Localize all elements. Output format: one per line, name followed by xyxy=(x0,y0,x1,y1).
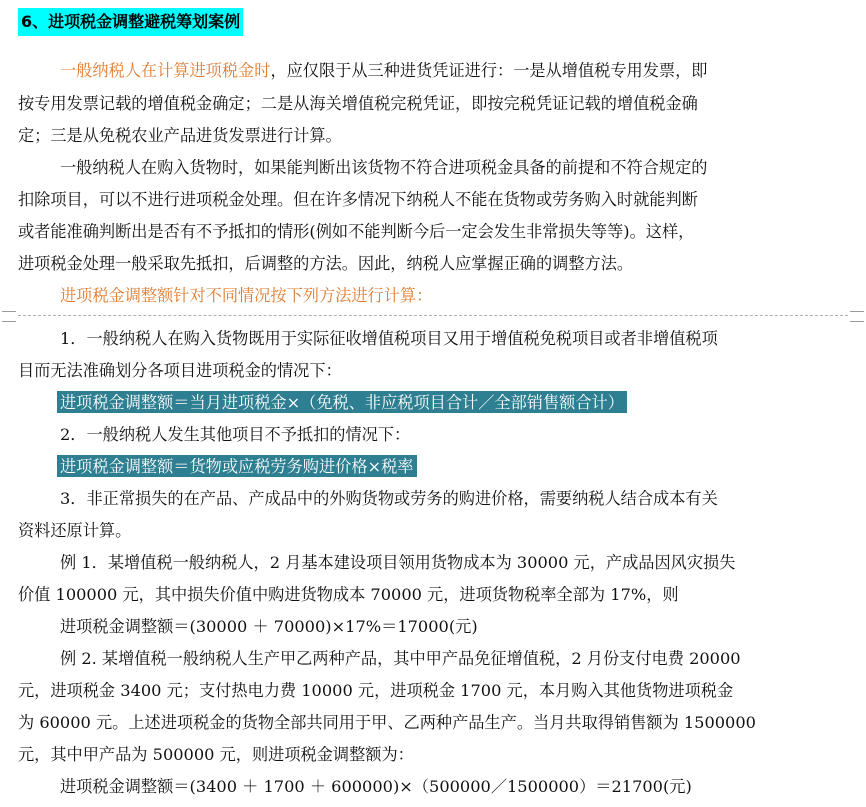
paragraph-line xyxy=(60,329,718,349)
paragraph-line xyxy=(18,361,342,381)
formula-line xyxy=(57,393,627,413)
paragraph-line xyxy=(18,94,698,114)
paragraph-line xyxy=(60,649,741,669)
highlighted-formula: 进项税金调整额＝货物或应税劳务购进价格×税率 xyxy=(57,455,417,477)
line-text: 进项税金处理一般采取先抵扣，后调整的方法。因此，纳税人应掌握正确的调整方法。 xyxy=(18,254,634,273)
line-text: 2．一般纳税人发生其他项目不予抵扣的情况下： xyxy=(60,425,411,444)
line-text: 元，进项税金 3400 元；支付热电力费 10000 元，进项税金 1700 元，本月购入其他货物进项税金 xyxy=(18,681,734,700)
line-text: 例 2. 某增值税一般纳税人生产甲乙两种产品，其中甲产品免征增值税，2 月份支付电费 20000 xyxy=(60,649,741,668)
line-text: ，应仅限于从三种进货凭证进行：一是从增值税专用发票，即 xyxy=(270,61,708,80)
paragraph-line xyxy=(18,585,679,605)
paragraph-line xyxy=(18,713,756,733)
paragraph-line xyxy=(60,425,410,445)
line-text: 一般纳税人在购入货物时，如果能判断出该货物不符合进项税金具备的前提和不符合规定的 xyxy=(60,158,708,177)
line-text: 定；三是从免税农业产品进货发票进行计算。 xyxy=(18,126,342,145)
formula-line xyxy=(60,777,692,797)
line-text: 扣除项目，可以不进行进项税金处理。但在许多情况下纳税人不能在货物或劳务购入时就能判断 xyxy=(18,190,698,209)
paragraph-line xyxy=(18,745,414,765)
page-break-divider xyxy=(0,309,866,323)
line-text: 1．一般纳税人在购入货物既用于实际征收增值税项目又用于增值税免税项目或者非增值税项 xyxy=(60,329,718,348)
page-break-marker xyxy=(850,311,864,322)
line-text: 为 60000 元。上述进项税金的货物全部共同用于甲、乙两种产品生产。当月共取得销售额为 1500000 xyxy=(18,713,756,732)
line-text: 或者能准确判断出是否有不予抵扣的情形(例如不能判断今后一定会发生非常损失等等)。这样， xyxy=(18,222,695,241)
line-text: 按专用发票记载的增值税金确定；二是从海关增值税完税凭证，即按完税凭证记载的增值税金确 xyxy=(18,94,698,113)
paragraph-line xyxy=(60,286,432,306)
line-text: 进项税金调整额＝(3400 ＋ 1700 ＋ 600000)×（500000／1500000）＝21700(元) xyxy=(60,777,692,796)
paragraph-line xyxy=(18,681,733,701)
orange-text: 进项税金调整额针对不同情况按下列方法进行计算： xyxy=(60,286,433,305)
formula-line xyxy=(60,617,478,637)
line-text: 元，其中甲产品为 500000 元，则进项税金调整额为： xyxy=(18,745,414,764)
paragraph-line xyxy=(60,553,735,573)
section-heading: 6、进项税金调整避税筹划案例 xyxy=(18,8,243,36)
paragraph-line xyxy=(18,254,633,274)
highlighted-formula: 进项税金调整额＝当月进项税金×（免税、非应税项目合计／全部销售额合计） xyxy=(57,391,627,413)
paragraph-line xyxy=(60,489,718,509)
line-text: 价值 100000 元，其中损失价值中购进货物成本 70000 元，进项货物税率全部为 17%，则 xyxy=(18,585,679,604)
line-text: 目而无法准确划分各项目进项税金的情况下： xyxy=(18,361,342,380)
page-break-marker xyxy=(2,311,16,322)
line-text: 资料还原计算。 xyxy=(18,521,132,540)
page-break-rule xyxy=(18,315,848,316)
paragraph-line xyxy=(18,126,342,146)
formula-line xyxy=(57,457,417,477)
paragraph-line xyxy=(18,190,698,210)
paragraph-line xyxy=(18,222,694,242)
line-text: 例 1．某增值税一般纳税人，2 月基本建设项目领用货物成本为 30000 元，产成品因风灾损失 xyxy=(60,553,736,572)
paragraph-line xyxy=(60,158,708,178)
line-text: 3．非正常损失的在产品、产成品中的外购货物或劳务的购进价格，需要纳税人结合成本有关 xyxy=(60,489,718,508)
orange-text: 一般纳税人在计算进项税金时 xyxy=(60,61,271,80)
paragraph-line xyxy=(60,61,708,81)
paragraph-line xyxy=(18,521,131,541)
line-text: 进项税金调整额＝(30000 ＋ 70000)×17%＝17000(元) xyxy=(60,617,478,636)
